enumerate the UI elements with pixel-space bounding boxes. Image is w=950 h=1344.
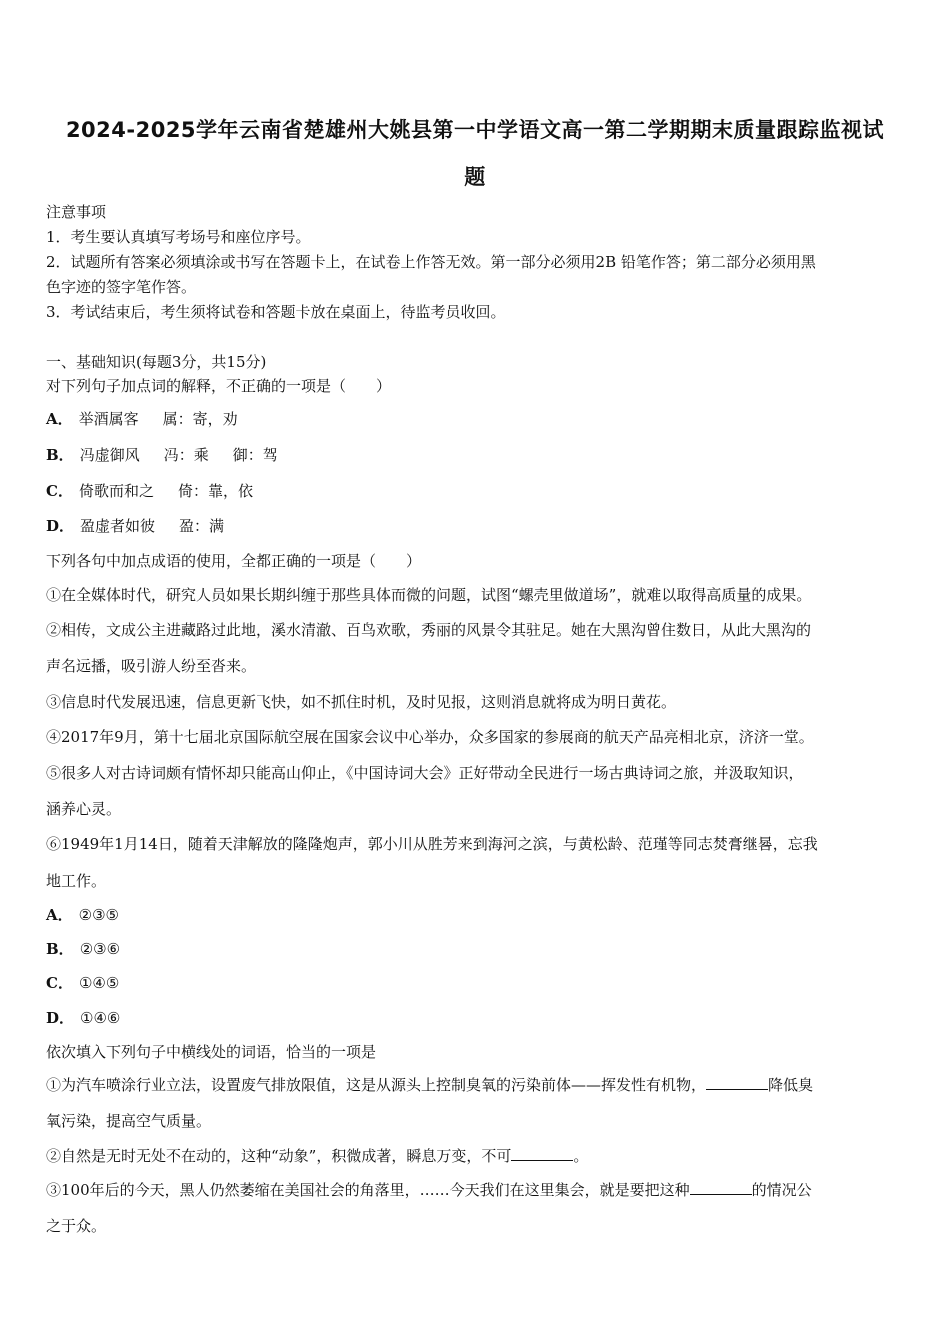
- question-1-stem: 对下列句子加点词的解释，不正确的一项是（ ）: [46, 377, 392, 395]
- question-2-sentence: ⑤很多人对古诗词颇有情怀却只能高山仰止，《中国诗词大会》正好带动全民进行一场古典诗词之旅，并汲取知识，: [46, 764, 804, 782]
- option-phrase: 盈虚者如彼: [80, 517, 156, 535]
- question-3-sentence: 之于众。: [46, 1217, 107, 1235]
- question-2-sentence: 涵养心灵。: [46, 800, 122, 818]
- question-2-sentence: ④2017年9月，第十七届北京国际航空展在国家会议中心举办，众多国家的参展商的航天产品亮相北京，济济一堂。: [46, 728, 814, 746]
- option-letter: A．: [46, 410, 73, 428]
- question-1-option-d: [46, 516, 224, 536]
- sentence-text: 。: [573, 1147, 589, 1165]
- option-letter: C．: [46, 482, 73, 500]
- option-gloss: 冯：乘: [163, 446, 209, 464]
- note-item: 1．考生要认真填写考场号和座位序号。: [46, 228, 311, 246]
- sentence-text: ③100年后的今天，黑人仍然萎缩在美国社会的角落里，……今天我们在这里集会，就是要把这种: [46, 1181, 690, 1199]
- question-2-sentence: ③信息时代发展迅速，信息更新飞快，如不抓住时机，及时见报，这则消息就将成为明日黄花。: [46, 693, 677, 711]
- exam-title-continued: 题: [464, 165, 486, 189]
- notes-heading: 注意事项: [46, 203, 107, 221]
- option-letter: B．: [46, 940, 74, 958]
- note-item: 3．考试结束后，考生须将试卷和答题卡放在桌面上，待监考员收回。: [46, 303, 506, 321]
- option-gloss: 盈：满: [179, 517, 225, 535]
- fill-blank: [706, 1075, 768, 1090]
- question-1-option-c: [46, 481, 253, 501]
- exam-title: 2024-2025学年云南省楚雄州大姚县第一中学语文高一第二学期期末质量跟踪监视试: [65, 118, 885, 142]
- question-2-sentence: ①在全媒体时代，研究人员如果长期纠缠于那些具体而微的问题，试图“螺壳里做道场”，就难以取得高质量的成果。: [46, 586, 812, 604]
- question-1-option-b: [46, 445, 278, 465]
- question-2-sentence: 声名远播，吸引游人纷至沓来。: [46, 657, 257, 675]
- option-gloss: 属：寄，劝: [162, 410, 238, 428]
- option-letter: D．: [46, 1009, 75, 1027]
- question-2-sentence: 地工作。: [46, 872, 107, 890]
- sentence-text: ①为汽车喷涂行业立法，设置废气排放限值，这是从源头上控制臭氧的污染前体——挥发性有机物，: [46, 1076, 707, 1094]
- fill-blank: [511, 1146, 573, 1161]
- note-item: 色字迹的签字笔作答。: [46, 278, 197, 296]
- option-letter: A．: [46, 906, 73, 924]
- option-gloss: 倚：靠，依: [177, 482, 253, 500]
- question-2-sentence: ②相传，文成公主进藏路过此地，溪水清澈、百鸟欢歌，秀丽的风景令其驻足。她在大黑沟曾住数日，从此大黑沟的: [46, 621, 812, 639]
- option-text: ①④⑤: [78, 974, 120, 992]
- note-item: 2．试题所有答案必须填涂或书写在答题卡上，在试卷上作答无效。第一部分必须用2B 铅笔作答；第二部分必须用黑: [46, 253, 816, 271]
- question-2-option-d: [46, 1008, 120, 1028]
- question-3-sentence: [46, 1075, 813, 1095]
- option-letter: C．: [46, 974, 73, 992]
- option-phrase: 冯虚御风: [79, 446, 140, 464]
- question-3-sentence: [46, 1180, 812, 1200]
- option-phrase: 倚歌而和之: [78, 482, 154, 500]
- fill-blank: [690, 1180, 752, 1195]
- option-text: ①④⑥: [80, 1009, 121, 1027]
- question-3-sentence: [46, 1146, 588, 1166]
- question-3-stem: 依次填入下列句子中横线处的词语，恰当的一项是: [46, 1043, 377, 1061]
- question-2-option-a: [46, 905, 119, 925]
- option-letter: B．: [46, 446, 74, 464]
- option-letter: D．: [46, 517, 75, 535]
- option-text: ②③⑥: [79, 940, 121, 958]
- question-3-sentence: 氧污染，提高空气质量。: [46, 1112, 212, 1130]
- option-phrase: 举酒属客: [78, 410, 139, 428]
- question-2-option-b: [46, 939, 120, 959]
- option-gloss-2: 御：驾: [232, 446, 278, 464]
- question-2-option-c: [46, 973, 119, 993]
- section-heading: 一、基础知识(每题3分，共15分): [46, 353, 267, 371]
- sentence-text: ②自然是无时无处不在动的，这种“动象”，积微成著，瞬息万变，不可: [46, 1147, 512, 1165]
- sentence-text: 的情况公: [751, 1181, 812, 1199]
- question-1-option-a: [46, 409, 238, 429]
- sentence-text: 降低臭: [768, 1076, 814, 1094]
- option-text: ②③⑤: [78, 906, 119, 924]
- question-2-stem: 下列各句中加点成语的使用，全都正确的一项是（ ）: [46, 552, 422, 570]
- question-2-sentence: ⑥1949年1月14日，随着天津解放的隆隆炮声，郭小川从胜芳来到海河之滨，与黄松龄、范瑾等同志焚膏继晷，忘我: [46, 835, 818, 853]
